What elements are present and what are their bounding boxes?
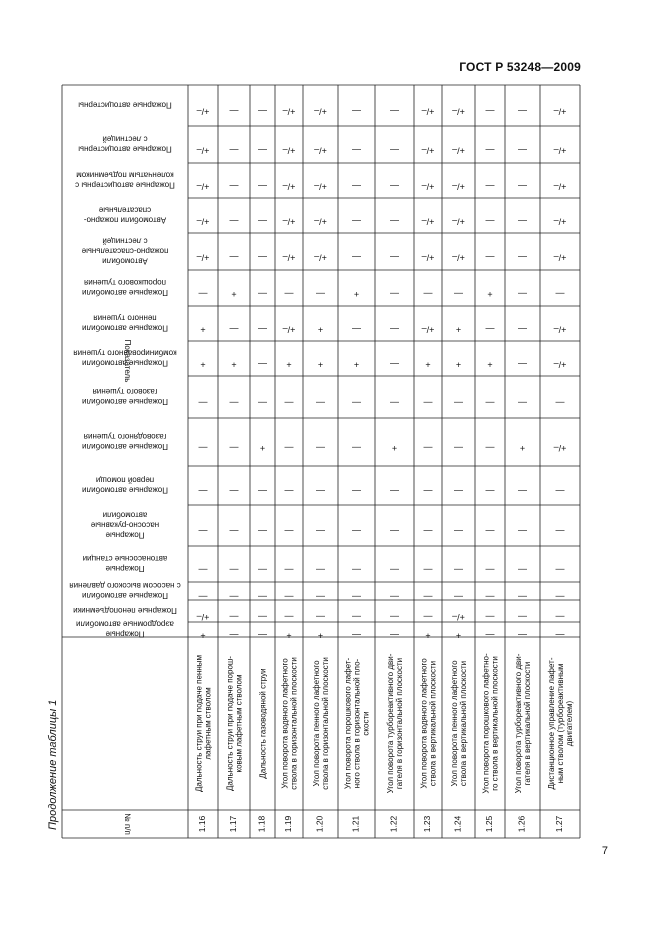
cell-mark: — [258, 398, 267, 408]
cell-mark: — [518, 398, 527, 408]
cell-mark: +/– [196, 612, 210, 622]
cell-mark: — [316, 486, 325, 497]
cell-mark: — [229, 181, 239, 192]
vehicle-header-line: с насосом высокого давления [69, 581, 181, 590]
row-param-1.23 [420, 658, 438, 789]
param-line: ковым лафетным стволом [234, 674, 244, 773]
cell-mark: — [390, 592, 399, 602]
cell-mark: — [390, 181, 399, 192]
vehicle-header-line: с лестницей [102, 236, 148, 246]
cell-mark: — [485, 216, 495, 227]
vehicle-header-11 [82, 476, 168, 495]
cell-mark: — [518, 565, 527, 575]
cell-mark: +/– [196, 106, 210, 117]
table-continuation-caption: Продолжение таблицы 1 [47, 699, 59, 830]
cell-mark: — [390, 486, 399, 497]
cell-mark: +/– [282, 252, 296, 263]
cell-mark: — [316, 526, 325, 537]
row-number: 1.18 [256, 815, 267, 833]
cell-mark: +/– [282, 106, 296, 117]
param-line: Дальность струи при подаче пенным [194, 654, 204, 793]
param-line: ным стволом (турбореактивным [556, 663, 565, 784]
cell-mark: + [200, 359, 206, 370]
cell-mark: — [390, 398, 399, 408]
param-line: Угол поворота турбореактивного дви- [514, 653, 523, 794]
cell-mark: — [390, 252, 399, 263]
cell-mark: + [317, 630, 324, 641]
vehicle-header-8 [73, 349, 176, 368]
cell-mark: — [485, 106, 495, 117]
row-number: 1.21 [350, 815, 361, 833]
cell-mark: — [258, 486, 267, 497]
row-param-1.19 [281, 657, 299, 790]
param-line: ствола в горизонтальной плоскости [321, 657, 330, 790]
row-number: 1.26 [516, 815, 527, 833]
cell-mark: — [229, 630, 239, 641]
row-param-1.24 [450, 660, 468, 787]
cell-mark: + [519, 443, 526, 453]
vehicle-header-14 [69, 581, 180, 600]
param-line: ного ствола в горизонтальной пло- [352, 658, 362, 789]
cell-mark: — [423, 565, 433, 575]
cell-mark: — [352, 612, 361, 622]
cell-mark: — [423, 443, 433, 453]
cell-mark: — [352, 565, 361, 575]
cell-mark: — [518, 359, 527, 370]
vehicle-header-line: Автомобили пожарно- [83, 215, 167, 225]
cell-mark: + [425, 630, 431, 641]
vehicle-header-line: Пожарные автомобили [82, 323, 168, 333]
cell-mark: +/– [314, 252, 327, 263]
cell-mark: — [518, 252, 527, 263]
vehicle-header-line: комбинированного тушения [73, 348, 177, 358]
vehicle-header-line: газоводяного тушения [83, 432, 167, 441]
cell-mark: — [352, 216, 361, 227]
cell-mark: +/– [196, 252, 210, 263]
vehicle-header-line: Пожарные автомобили [82, 591, 168, 600]
cell-mark: — [198, 398, 208, 408]
cell-mark: — [229, 526, 239, 537]
cell-mark: — [485, 526, 495, 537]
cell-mark: — [258, 252, 267, 263]
cell-mark: — [352, 145, 361, 156]
cell-mark: — [390, 612, 399, 622]
cell-mark: +/– [421, 145, 435, 156]
cell-mark: + [200, 324, 206, 335]
cell-mark: +/– [282, 145, 296, 156]
document-header: ГОСТ Р 53248—2009 [459, 60, 581, 74]
param-line: Дистанционное управление лафет- [547, 657, 556, 790]
cell-mark: + [286, 359, 292, 370]
cell-mark: + [259, 443, 266, 453]
cell-mark: — [423, 526, 433, 537]
vehicle-header-line: с лестницей [102, 134, 148, 144]
cell-mark: — [423, 612, 433, 622]
vehicle-header-line: газового тушения [92, 387, 158, 396]
cell-mark: +/– [553, 324, 567, 335]
vehicle-header-12 [90, 511, 159, 540]
vehicle-header-line: Пожарные автоцистерны с [75, 180, 175, 190]
cell-mark: — [316, 398, 325, 408]
cell-mark: + [317, 359, 324, 370]
cell-mark: — [485, 612, 495, 622]
cell-mark: — [198, 565, 208, 575]
cell-mark: +/– [553, 145, 567, 156]
vehicle-header-line: Пожарные [105, 564, 145, 573]
vehicle-header-line: коленчатым подъемником [76, 170, 174, 180]
cell-mark: — [198, 443, 208, 453]
cell-mark: — [454, 526, 463, 537]
cell-mark: — [258, 630, 267, 641]
param-line: гателя в горизонтальной плоскости [395, 657, 404, 790]
cell-mark: — [316, 592, 325, 602]
cell-mark: — [258, 612, 267, 622]
cell-mark: — [454, 443, 463, 453]
cell-mark: — [423, 486, 433, 497]
cell-mark: — [258, 181, 267, 192]
param-line: Угол поворота пенного лафетного [312, 660, 321, 787]
cell-mark: +/– [196, 216, 210, 227]
cell-mark: — [555, 398, 565, 408]
cell-mark: + [231, 359, 237, 370]
cell-mark: + [487, 359, 493, 370]
cell-mark: — [229, 252, 239, 263]
vehicle-header-line: Пожарные автомобили [82, 358, 168, 368]
vehicle-header-2 [78, 135, 172, 154]
cell-mark: — [352, 443, 361, 453]
cell-mark: +/– [421, 324, 435, 335]
cell-mark: — [258, 592, 267, 602]
cell-mark: + [391, 443, 398, 453]
cell-mark: — [258, 324, 267, 335]
cell-mark: + [286, 630, 292, 641]
cell-mark: — [258, 526, 267, 537]
cell-mark: — [258, 359, 267, 370]
cell-mark: — [316, 289, 325, 299]
cell-mark: +/– [196, 145, 210, 156]
num-header: № п/п [123, 813, 132, 835]
param-line: лафетным стволом [203, 687, 213, 760]
cell-mark: + [455, 324, 462, 335]
cell-mark: — [316, 612, 325, 622]
param-line: двигателем) [565, 700, 574, 747]
cell-mark: — [485, 324, 495, 335]
vehicle-header-line: Пожарные [105, 530, 145, 540]
row-param-1.20 [312, 657, 330, 790]
row-number: 1.27 [554, 815, 564, 833]
vehicle-header-3 [75, 171, 175, 190]
cell-mark: — [555, 612, 565, 622]
cell-mark: — [423, 289, 433, 299]
cell-mark: — [284, 486, 294, 497]
cell-mark: — [518, 145, 527, 156]
cell-mark: +/– [452, 216, 465, 227]
cell-mark: — [518, 106, 527, 117]
cell-mark: + [455, 630, 462, 641]
cell-mark: — [284, 526, 294, 537]
cell-mark: — [284, 592, 294, 602]
vehicle-header-line: насосно-рукавные [90, 520, 160, 530]
row-param-1.27 [547, 657, 574, 789]
cell-mark: — [352, 324, 361, 335]
param-line: гателя в вертикальной плоскости [523, 661, 532, 786]
vehicle-header-line: Пожарные [105, 629, 145, 639]
param-line: ствола в вертикальной плоскости [428, 660, 438, 787]
cell-mark: +/– [314, 145, 327, 156]
vehicle-header-line: Пожарные автомобили [82, 288, 168, 297]
cell-mark: — [352, 486, 361, 497]
param-line: Угол поворота водяного лафетного [419, 658, 429, 789]
param-line: ствола в вертикальной плоскости [459, 660, 468, 787]
cell-mark: — [352, 526, 361, 537]
cell-mark: — [390, 359, 399, 370]
cell-mark: — [316, 565, 325, 575]
row-number: 1.25 [484, 815, 494, 833]
row-number: 1.24 [452, 815, 463, 833]
cell-mark: +/– [553, 252, 567, 263]
row-param-1.16 [195, 655, 213, 792]
param-line: Угол поворота турбореактивного дви- [386, 653, 395, 794]
param-line: Дальность струи при подаче порош- [225, 656, 235, 791]
cell-mark: — [390, 145, 399, 156]
cell-mark: — [555, 486, 565, 497]
cell-mark: — [454, 592, 463, 602]
row-number: 1.17 [228, 815, 238, 833]
vehicle-header-line: первой помощи [95, 475, 155, 485]
vehicle-header-line: Пожарные автомобили [82, 397, 168, 406]
cell-mark: + [317, 324, 324, 335]
cell-mark: — [485, 565, 495, 575]
cell-mark: — [454, 565, 463, 575]
vehicle-header-line: автонасосные станции [82, 554, 168, 563]
cell-mark: +/– [314, 106, 327, 117]
cell-mark: — [485, 592, 495, 602]
cell-mark: +/– [421, 252, 435, 263]
cell-mark: — [485, 252, 495, 263]
cell-mark: +/– [314, 216, 327, 227]
cell-mark: — [390, 216, 399, 227]
cell-mark: — [352, 592, 361, 602]
cell-mark: — [284, 289, 294, 299]
cell-mark: + [487, 289, 493, 299]
cell-mark: +/– [282, 216, 296, 227]
cell-mark: +/– [452, 181, 465, 192]
param-line: Угол поворота пенного лафетного [450, 660, 459, 787]
cell-mark: — [485, 181, 495, 192]
cell-mark: — [518, 216, 527, 227]
row-param-1.22 [386, 653, 404, 793]
cell-mark: — [390, 630, 399, 641]
cell-mark: — [485, 398, 495, 408]
cell-mark: — [198, 486, 208, 497]
cell-mark: +/– [553, 443, 567, 453]
vehicle-header-13 [83, 554, 168, 573]
cell-mark: — [352, 630, 361, 641]
cell-mark: — [258, 106, 267, 117]
cell-mark: — [485, 145, 495, 156]
cell-mark: — [284, 443, 294, 453]
cell-mark: — [229, 398, 239, 408]
vehicle-header-line: Пожарные автоцистерны [78, 144, 172, 154]
cell-mark: +/– [421, 181, 435, 192]
cell-mark: — [518, 181, 527, 192]
vehicle-header-5 [81, 237, 168, 266]
cell-mark: — [198, 289, 208, 299]
row-number: 1.20 [314, 815, 325, 833]
row-param-1.21 [344, 657, 371, 789]
cell-mark: — [229, 106, 239, 117]
row-param-1.26 [514, 653, 532, 793]
cell-mark: — [229, 324, 239, 335]
row-number: 1.23 [422, 815, 432, 833]
vehicle-header-line: автомобили [102, 510, 148, 520]
cell-mark: — [198, 526, 208, 537]
cell-mark: — [284, 565, 294, 575]
cell-mark: + [353, 289, 360, 299]
row-param-1.18 [259, 668, 268, 778]
cell-mark: — [258, 216, 267, 227]
cell-mark: + [231, 289, 237, 299]
cell-mark: — [518, 526, 527, 537]
cell-mark: — [454, 398, 463, 408]
vehicle-header-6 [82, 278, 168, 297]
cell-mark: — [518, 289, 527, 299]
cell-mark: — [258, 145, 267, 156]
vehicle-header-line: аэродромные автомобили [76, 619, 174, 629]
cell-mark: — [423, 398, 433, 408]
cell-mark: +/– [196, 181, 210, 192]
vehicle-header-10 [82, 432, 168, 451]
cell-mark: — [454, 289, 463, 299]
param-header: Показатель [123, 339, 132, 383]
cell-mark: — [485, 443, 495, 453]
row-param-1.25 [482, 653, 500, 794]
cell-mark: +/– [553, 181, 567, 192]
vehicle-header-4 [84, 206, 167, 225]
cell-mark: — [555, 630, 565, 641]
cell-mark: — [423, 592, 433, 602]
param-line: Угол поворота порошкового лафетно- [481, 653, 491, 794]
cell-mark: +/– [282, 181, 296, 192]
cell-mark: — [390, 289, 399, 299]
cell-mark: — [485, 486, 495, 497]
cell-mark: — [352, 181, 361, 192]
cell-mark: +/– [553, 359, 567, 370]
param-line: Угол поворота водяного лафетного [280, 658, 290, 789]
vehicle-header-9 [82, 387, 168, 406]
cell-mark: — [352, 106, 361, 117]
cell-mark: +/– [452, 106, 465, 117]
cell-mark: +/– [314, 181, 327, 192]
cell-mark: +/– [452, 252, 465, 263]
row-number: 1.16 [197, 815, 207, 833]
cell-mark: +/– [282, 324, 296, 335]
row-param-1.17 [226, 656, 244, 791]
param-line: скости [361, 711, 371, 736]
vehicle-header-line: пенного тушения [93, 313, 157, 323]
cell-mark: — [518, 612, 527, 622]
cell-mark: — [555, 289, 565, 299]
cell-mark: — [352, 252, 361, 263]
cell-mark: — [316, 443, 325, 453]
cell-mark: — [198, 592, 208, 602]
cell-mark: +/– [421, 216, 435, 227]
cell-mark: +/– [553, 106, 567, 117]
vehicle-header-line: порошкового тушения [84, 278, 166, 287]
vehicle-header-15 [73, 606, 177, 615]
cell-mark: — [518, 486, 527, 497]
vehicle-header-1 [78, 101, 172, 110]
cell-mark: — [284, 398, 294, 408]
cell-mark: — [485, 630, 495, 641]
cell-mark: — [454, 486, 463, 497]
cell-mark: — [390, 324, 399, 335]
cell-mark: — [555, 565, 565, 575]
page-number: 7 [601, 845, 608, 857]
cell-mark: — [555, 592, 565, 602]
cell-mark: +/– [421, 106, 435, 117]
cell-mark: — [229, 612, 239, 622]
cell-mark: — [229, 145, 239, 156]
vehicle-header-line: Пожарные автоцистерны [78, 100, 172, 110]
cell-mark: + [455, 359, 462, 370]
cell-mark: +/– [452, 145, 465, 156]
cell-mark: — [258, 565, 267, 575]
cell-mark: — [229, 216, 239, 227]
cell-mark: — [518, 592, 527, 602]
vehicle-header-line: Пожарные автомобили [82, 442, 168, 451]
cell-mark: — [229, 486, 239, 497]
cell-mark: — [518, 630, 527, 641]
cell-mark: — [390, 565, 399, 575]
cell-mark: +/– [452, 612, 465, 622]
vehicle-header-16 [76, 620, 174, 639]
row-number: 1.22 [388, 815, 399, 833]
vehicle-header-line: пожарно-спасательные [81, 246, 169, 256]
vehicle-header-line: Пожарные автомобили [82, 485, 168, 495]
param-line: ствола в горизонтальной плоскости [289, 657, 299, 790]
vehicle-header-line: спасательные [98, 205, 152, 215]
cell-mark: — [555, 526, 565, 537]
param-line: го ствола в вертикальной плоскости [490, 656, 500, 791]
cell-mark: — [229, 592, 239, 602]
cell-mark: + [353, 359, 360, 370]
param-line: Угол поворота порошкового лафет- [343, 657, 353, 790]
vehicle-header-line: Пожарные пеноподъемники [73, 606, 177, 615]
cell-mark: — [352, 398, 361, 408]
cell-mark: — [518, 324, 527, 335]
cell-mark: — [284, 612, 294, 622]
vehicle-header-line: Автомобили [102, 256, 148, 266]
row-number: 1.19 [283, 815, 293, 833]
param-line: Дальность газоводяной струи [258, 668, 268, 779]
cell-mark: — [258, 289, 267, 299]
cell-mark: +/– [553, 216, 567, 227]
cell-mark: — [229, 443, 239, 453]
vehicle-header-7 [82, 314, 168, 333]
cell-mark: — [390, 526, 399, 537]
cell-mark: + [425, 359, 431, 370]
cell-mark: — [390, 106, 399, 117]
cell-mark: + [200, 630, 206, 641]
cell-mark: — [229, 565, 239, 575]
